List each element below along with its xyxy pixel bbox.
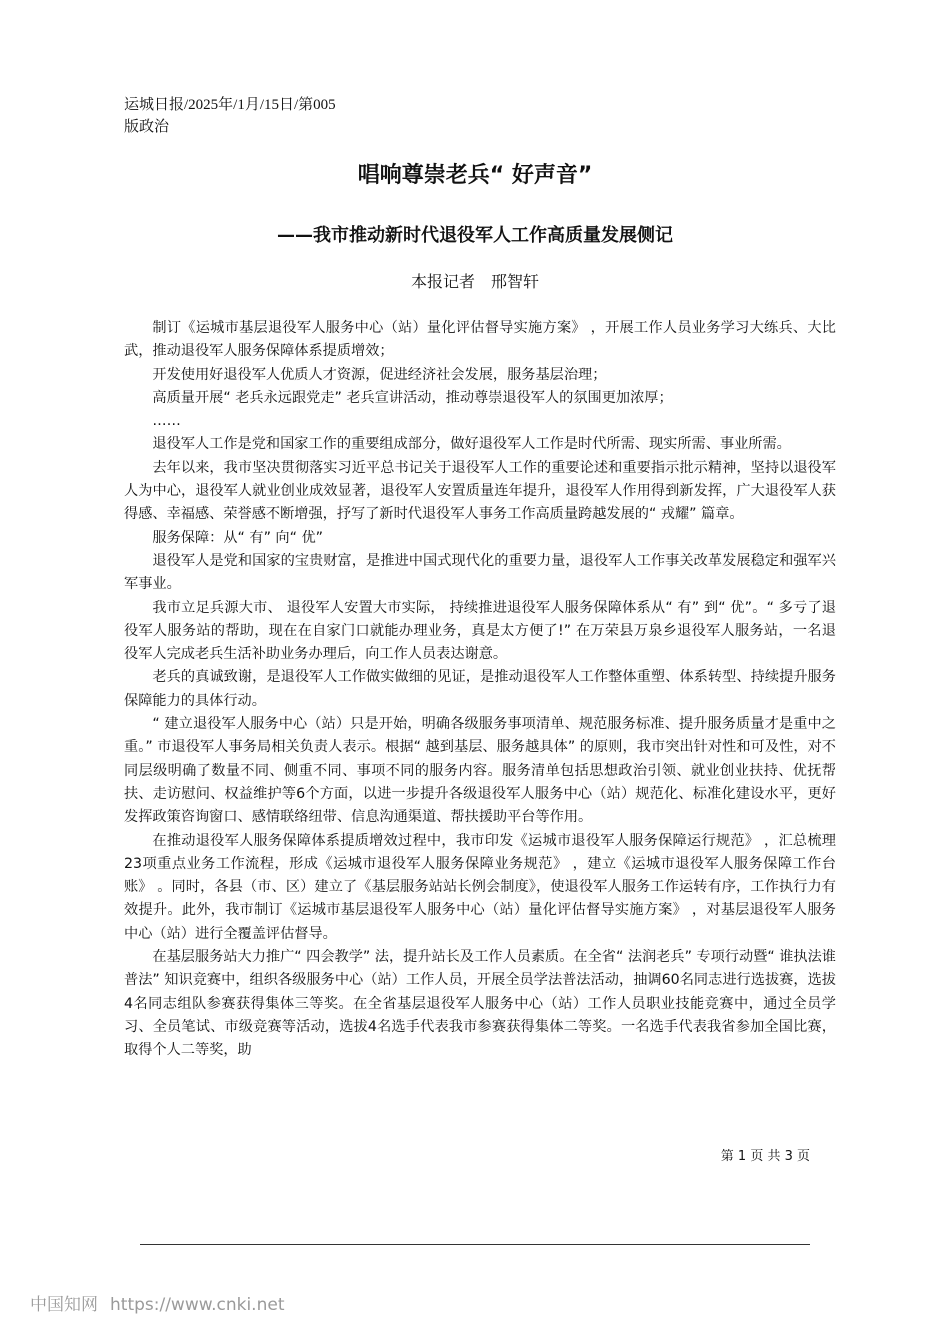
paragraph: 在推动退役军人服务保障体系提质增效过程中，我市印发《运城市退役军人服务保障运行规范》 ，汇总梳理23项重点业务工作流程，形成《运城市退役军人服务保障业务规范》 ，建立《运城市退役军人服务保障工作台账》 。同时，各县（市、区）建立了《基层服务站站长例会制度》，使退役军人服务工作运转有序，工作执行力有效提升。此外，我市制订《运城市基层退役军人服务中心（站）量化评估督导实施方案》 ，对基层退役军人服务中心（站）进行全覆盖评估督导。 bbox=[124, 832, 836, 942]
watermark-url: https://www.cnki.net bbox=[110, 1295, 285, 1315]
paragraph: 制订《运城市基层退役军人服务中心（站）量化评估督导实施方案》 ，开展工作人员业务学习大练兵、大比武，推动退役军人服务保障体系提质增效； bbox=[124, 320, 836, 360]
page-indicator: 第 1 页 共 3 页 bbox=[720, 1149, 810, 1164]
footer-divider bbox=[140, 1244, 810, 1245]
article-title: 唱响尊崇老兵“ 好声音” bbox=[357, 163, 593, 188]
section-heading: 服务保障：从“ 有” 向“ 优” bbox=[152, 529, 324, 546]
source-line-2: 版政治 bbox=[124, 119, 170, 135]
article-body bbox=[124, 317, 836, 1063]
paragraph: “ 建立退役军人服务中心（站）只是开始，明确各级服务事项清单、规范服务标准、提升服务质量才是重中之重。” 市退役军人事务局相关负责人表示。根据“ 越到基层、服务越具体” 的原则，我市突出针对性和可及性，对不同层级明确了数量不同、侧重不同、事项不同的服务内容。服务清单包括思想政治引领、就业创业扶持、优抚帮扶、走访慰问、权益维护等6个方面，以进一步提升各级退役军人服务中心（站）规范化、标准化建设水平，更好发挥政策咨询窗口、感情联络纽带、信息沟通渠道、帮扶援助平台等作用。 bbox=[124, 716, 836, 826]
paragraph: 老兵的真诚致谢，是退役军人工作做实做细的见证，是推动退役军人工作整体重塑、体系转型、持续提升服务保障能力的具体行动。 bbox=[124, 669, 836, 709]
paragraph: 高质量开展“ 老兵永远跟党走” 老兵宣讲活动，推动尊崇退役军人的氛围更加浓厚； bbox=[152, 389, 673, 406]
source-line-1: 运城日报/2025年/1月/15日/第005 bbox=[124, 97, 336, 113]
paragraph: 去年以来，我市坚决贯彻落实习近平总书记关于退役军人工作的重要论述和重要指示批示精神，坚持以退役军人为中心，退役军人就业创业成效显著，退役军人安置质量连年提升，退役军人作用得到新发挥，广大退役军人获得感、幸福感、荣誉感不断增强，抒写了新时代退役军人事务工作高质量跨越发展的“ 戎耀” 篇章。 bbox=[124, 459, 836, 523]
paragraph: …… bbox=[152, 413, 181, 430]
watermark bbox=[30, 1292, 630, 1318]
article-subtitle: ——我市推动新时代退役军人工作高质量发展侧记 bbox=[277, 225, 673, 246]
paragraph: 退役军人是党和国家的宝贵财富，是推进中国式现代化的重要力量，退役军人工作事关改革发展稳定和强军兴军事业。 bbox=[124, 552, 836, 593]
paragraph: 退役军人工作是党和国家工作的重要组成部分，做好退役军人工作是时代所需、现实所需、事业所需。 bbox=[152, 436, 791, 453]
paragraph: 我市立足兵源大市、 退役军人安置大市实际， 持续推进退役军人服务保障体系从“ 有” 到“ 优”。“ 多亏了退役军人服务站的帮助，现在在自家门口就能办理业务，真是太方便了!” 在万荣县万泉乡退役军人服务站，一名退役军人完成老兵生活补助业务办理后，向工作人员表达谢意。 bbox=[124, 599, 836, 663]
article-author: 本报记者 邢智轩 bbox=[410, 272, 539, 291]
watermark-brand: 中国知网 bbox=[30, 1295, 98, 1315]
paragraph: 在基层服务站大力推广“ 四会教学” 法，提升站长及工作人员素质。在全省“ 法润老兵” 专项行动暨“ 谁执法谁普法” 知识竞赛中，组织各级服务中心（站）工作人员，开展全员学法普法活动，抽调60名同志进行选拔赛，选拔4名同志组队参赛获得集体三等奖。在全省基层退役军人服务中心（站）工作人员职业技能竞赛中，通过全员学习、全员笔试、市级竞赛等活动，选拔4名选手代表我市参赛获得集体二等奖。一名选手代表我省参加全国比赛，取得个人二等奖，助 bbox=[124, 949, 836, 1059]
source-info bbox=[124, 94, 394, 138]
paragraph: 开发使用好退役军人优质人才资源，促进经济社会发展，服务基层治理； bbox=[152, 366, 607, 383]
